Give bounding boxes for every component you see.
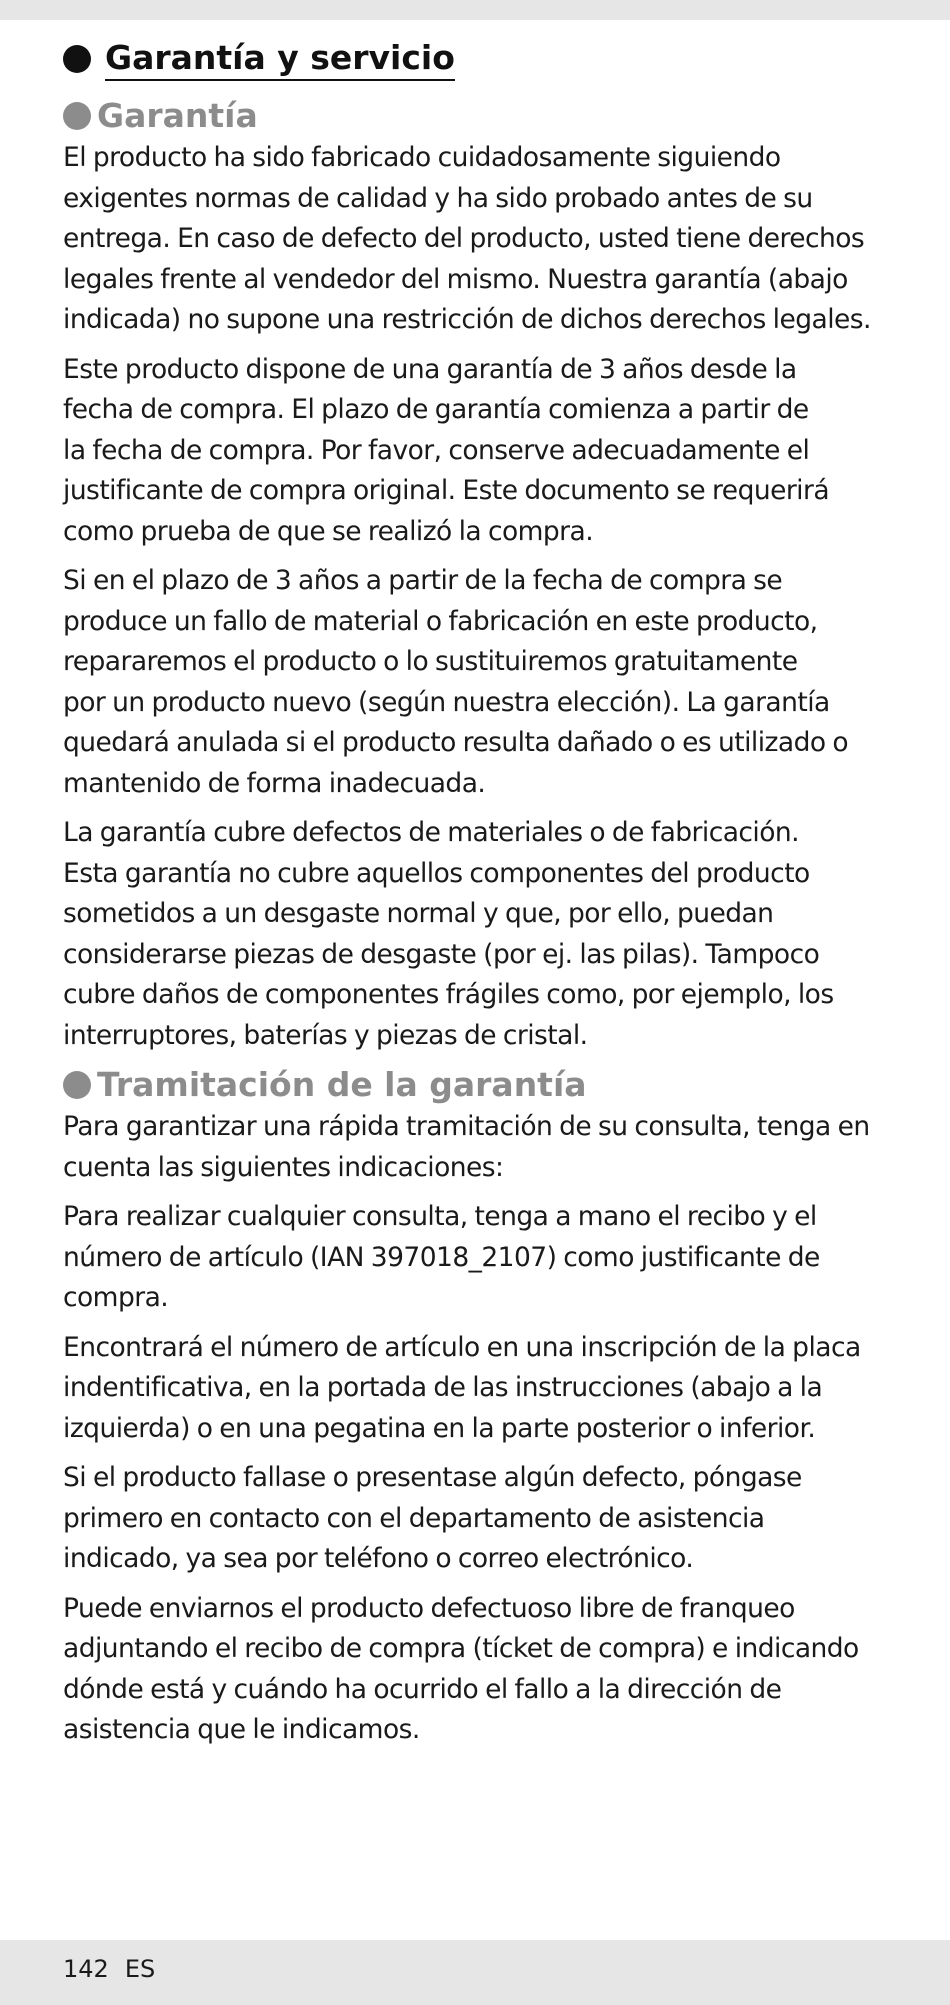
text-line: produce un fallo de material o fabricación en este producto, (63, 605, 818, 637)
text-line: interruptores, baterías y piezas de cristal. (63, 1019, 588, 1051)
claims-body (63, 1107, 893, 1751)
text-line: justificante de compra original. Este documento se requerirá (63, 475, 830, 506)
text-line: indicada) no supone una restricción de dichos derechos legales. (63, 304, 871, 335)
text-line: fecha de compra. El plazo de garantía comienza a partir de (63, 394, 809, 425)
text-line: Puede enviarnos el producto defectuoso libre de franqueo (63, 1592, 795, 1624)
text-line: compra. (63, 1282, 169, 1313)
text-line: considerarse piezas de desgaste (por ej. las pilas). Tampoco (63, 938, 820, 970)
text-line: Para garantizar una rápida tramitación de su consulta, tenga en (63, 1111, 870, 1142)
paragraph (63, 138, 893, 341)
paragraph (63, 1197, 893, 1319)
text-line: Si el producto fallase o presentase algún defecto, póngase (63, 1462, 802, 1493)
text-line: la fecha de compra. Por favor, conserve adecuadamente el (63, 434, 810, 466)
text-line: cubre daños de componentes frágiles como, por ejemplo, los (63, 979, 834, 1010)
text-line: quedará anulada si el producto resulta dañado o es utilizado o (63, 727, 849, 758)
text-line: adjuntando el recibo de compra (tícket de compra) e indicando (63, 1633, 859, 1664)
paragraph (63, 1458, 893, 1580)
language-code: ES (124, 1955, 156, 1983)
text-line: Encontrará el número de artículo en una inscripción de la placa (63, 1331, 861, 1363)
text-line: como prueba de que se realizó la compra. (63, 515, 594, 547)
bullet-icon (63, 45, 91, 73)
text-line: mantenido de forma inadecuada. (63, 767, 486, 799)
page-number: 142 (63, 1955, 109, 1983)
paragraph (63, 1328, 893, 1450)
text-line: asistencia que le indicamos. (63, 1714, 420, 1745)
section-title: Garantía y servicio (105, 38, 455, 81)
warranty-heading (63, 96, 893, 136)
warranty-body (63, 138, 893, 1056)
bullet-icon (63, 1071, 91, 1099)
text-line: por un producto nuevo (según nuestra elección). La garantía (63, 686, 830, 718)
text-line: La garantía cubre defectos de materiales o de fabricación. (63, 817, 800, 848)
top-band (0, 0, 950, 20)
section-heading (63, 34, 893, 84)
text-line: Esta garantía no cubre aquellos componentes del producto (63, 857, 810, 889)
text-line: número de artículo (IAN 397018_2107) como justificante de (63, 1241, 820, 1273)
page-content (63, 34, 893, 1760)
paragraph (63, 1589, 893, 1751)
text-line: El producto ha sido fabricado cuidadosamente siguiendo (63, 142, 781, 173)
text-line: entrega. En caso de defecto del producto, usted tiene derechos (63, 223, 865, 254)
warranty-heading-text: Garantía (97, 96, 258, 135)
text-line: repararemos el producto o lo sustituiremos gratuitamente (63, 646, 798, 677)
bullet-icon (63, 102, 91, 130)
text-line: izquierda) o en una pegatina en la parte posterior o inferior. (63, 1412, 816, 1444)
text-line: Si en el plazo de 3 años a partir de la fecha de compra se (63, 565, 783, 596)
text-line: dónde está y cuándo ha ocurrido el fallo a la dirección de (63, 1673, 782, 1705)
text-line: cuenta las siguientes indicaciones: (63, 1151, 504, 1183)
text-line: sometidos a un desgaste normal y que, por ello, puedan (63, 898, 774, 929)
text-line: primero en contacto con el departamento de asistencia (63, 1502, 765, 1534)
text-line: Para realizar cualquier consulta, tenga a mano el recibo y el (63, 1201, 817, 1232)
claims-heading (63, 1065, 893, 1105)
page-footer (63, 1951, 155, 1987)
paragraph (63, 813, 893, 1056)
text-line: legales frente al vendedor del mismo. Nuestra garantía (abajo (63, 263, 848, 295)
text-line: indicado, ya sea por teléfono o correo electrónico. (63, 1543, 694, 1574)
text-line: Este producto dispone de una garantía de 3 años desde la (63, 353, 797, 385)
claims-heading-text: Tramitación de la garantía (97, 1065, 587, 1104)
text-line: exigentes normas de calidad y ha sido probado antes de su (63, 182, 813, 214)
paragraph (63, 1107, 893, 1188)
text-line: indentificativa, en la portada de las instrucciones (abajo a la (63, 1372, 823, 1403)
paragraph (63, 561, 893, 804)
paragraph (63, 350, 893, 553)
